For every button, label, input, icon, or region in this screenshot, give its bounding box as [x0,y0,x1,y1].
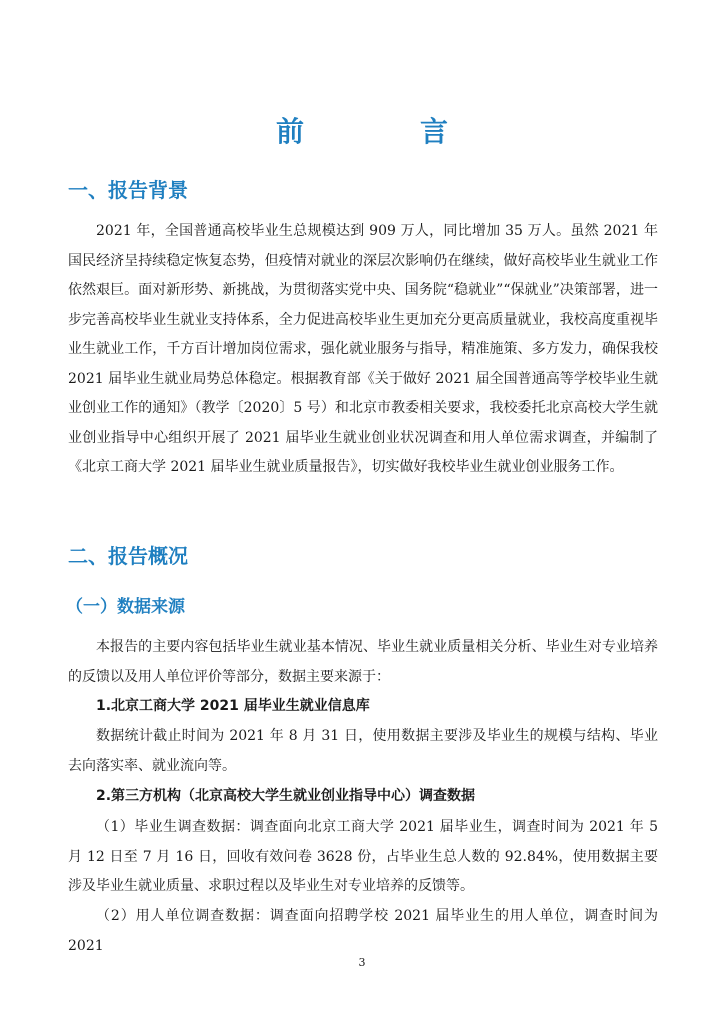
subsection-heading-data-source: （一）数据来源 [66,597,185,617]
background-paragraph: 2021 年，全国普通高校毕业生总规模达到 909 万人，同比增加 35 万人。虽然 2021 年国民经济呈持续稳定恢复态势，但疫情对就业的深层次影响仍在继续，做好高校毕业生就业工作依然艰巨。面对新形势、新挑战，为贯彻落实党中央、国务院“稳就业”“保就业”决策部署，进一步完善高校毕业生就业支持体系，全力促进高校毕业生更加充分更高质量就业，我校高度重视毕业生就业工作，千方百计增加岗位需求，强化就业服务与指导，精准施策、多方发力，确保我校 2021 届毕业生就业局势总体稳定。根据教育部《关于做好 2021 届全国普通高等学校毕业生就业创业工作的通知》（教学〔2020〕5 号）和北京市教委相关要求，我校委托北京高校大学生就业创业指导中心组织开展了 2021 届毕业生就业创业状况调查和用人单位需求调查，并编制了《北京工商大学 2021 届毕业生就业质量报告》，切实做好我校毕业生就业创业服务工作。 [68,223,658,475]
data-source-item-2-employer-survey: （2）用人单位调查数据：调查面向招聘学校 2021 届毕业生的用人单位，调查时间为 2021 [68,908,658,954]
section-heading-overview: 二、报告概况 [68,544,188,568]
section-heading-background: 一、报告背景 [68,178,188,202]
data-source-item-1-title: 1.北京工商大学 2021 届毕业生就业信息库 [96,698,370,714]
data-source-item-2-title: 2.第三方机构（北京高校大学生就业创业指导中心）调查数据 [96,788,476,804]
page-number: 3 [358,956,366,969]
page-title: 前 言 [275,115,492,148]
data-source-intro-paragraph: 本报告的主要内容包括毕业生就业基本情况、毕业生就业质量相关分析、毕业生对专业培养的反馈以及用人单位评价等部分，数据主要来源于： [68,639,658,685]
data-source-item-2-graduate-survey: （1）毕业生调查数据：调查面向北京工商大学 2021 届毕业生，调查时间为 2021 年 5 月 12 日至 7 月 16 日，回收有效问卷 3628 份，占毕业生总人数的 92.84%，使用数据主要涉及毕业生就业质量、求职过程以及毕业生对专业培养的反馈等。 [68,819,658,894]
data-source-item-1-text: 数据统计截止时间为 2021 年 8 月 31 日，使用数据主要涉及毕业生的规模与结构、毕业去向落实率、就业流向等。 [68,728,658,774]
